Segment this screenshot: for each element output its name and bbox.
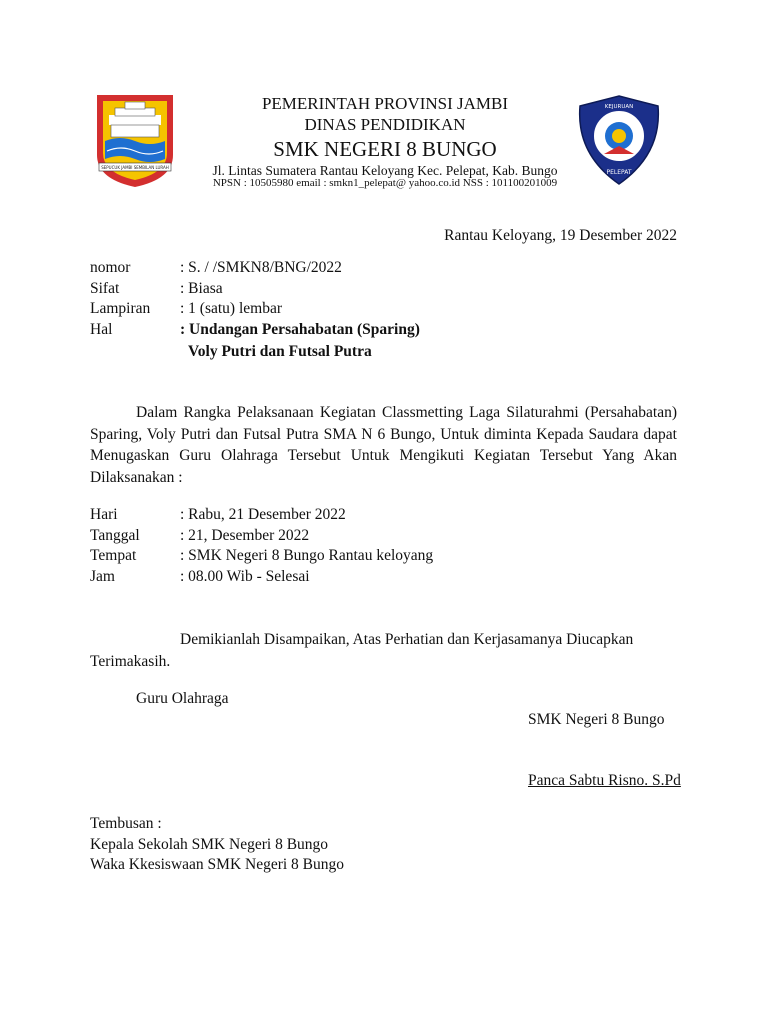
meta-value: : Biasa [180,279,223,297]
cc-item: Waka Kkesiswaan SMK Negeri 8 Bungo [90,856,345,873]
letterhead-address: Jl. Lintas Sumatera Rantau Keloyang Kec. Pelepat, Kab. Bungo [212,163,558,178]
detail-value: : 08.00 Wib - Selesai [180,567,310,585]
body-paragraph-text: Dalam Rangka Pelaksanaan Kegiatan Classmetting Laga Silaturahmi (Persahabatan) Sparing, Voly Putri dan Futsal Putra SMA N 6 Bungo, Untuk diminta Kepada Saudara dapat Menugaskan Guru Olahraga Tersebut Untuk Mengikuti Kegiatan Tersebut Yang Akan Dilaksanakan : [90,404,677,486]
closing-paragraph [90,629,677,672]
cc-item: Kepala Sekolah SMK Negeri 8 Bungo [90,835,329,853]
meta-label: Hal [90,320,113,338]
signer-name: Panca Sabtu Risno. S.Pd [528,772,681,789]
meta-label: Sifat [90,279,120,297]
closing-line-1 [90,629,677,651]
detail-label: Tanggal [90,526,140,544]
subject-line-2: Voly Putri dan Futsal Putra [188,343,372,360]
cc-title: Tembusan : [90,815,162,832]
detail-label: Jam [90,567,115,585]
carbon-copy [90,814,344,876]
svg-text:SEPUCUK JAMBI SEMBILAN LURAH: SEPUCUK JAMBI SEMBILAN LURAH [101,165,169,170]
detail-value: : Rabu, 21 Desember 2022 [180,506,346,523]
detail-label: Tempat [90,547,137,564]
signature-school: SMK Negeri 8 Bungo [528,711,665,728]
detail-value: : SMK Negeri 8 Bungo Rantau keloyang [180,547,434,564]
letterhead-contact: NPSN : 10505980 email : smkn1_pelepat@ yahoo.co.id NSS : 101100201009 [212,177,558,189]
meta-value: : S. / /SMKN8/BNG/2022 [180,259,342,276]
letterhead-government: PEMERINTAH PROVINSI JAMBI [261,94,509,113]
body-paragraph [90,402,677,488]
meta-value: : 1 (satu) lembar [180,300,283,317]
closing-line-2: Terimakasih. [90,652,171,670]
letterhead-school-name: SMK NEGERI 8 BUNGO [273,137,497,161]
detail-value: : 21, Desember 2022 [180,526,310,544]
closing-text-1: Demikianlah Disampaikan, Atas Perhatian dan Kerjasamanya Diucapkan [180,631,634,648]
meta-label: Lampiran [90,300,151,317]
letterhead-department: DINAS PENDIDIKAN [304,115,466,134]
letter-date: Rantau Keloyang, 19 Desember 2022 [444,227,677,244]
meta-label: nomor [90,259,131,276]
smk-school-badge-icon [574,94,664,186]
detail-label: Hari [90,506,118,523]
guru-label: Guru Olahraga [136,690,229,707]
svg-text:KEJURUAN: KEJURUAN [604,104,634,110]
svg-text:PELEPAT: PELEPAT [606,169,632,176]
meta-value-subject: : Undangan Persahabatan (Sparing) [180,320,420,338]
jambi-province-emblem-icon [95,93,175,189]
